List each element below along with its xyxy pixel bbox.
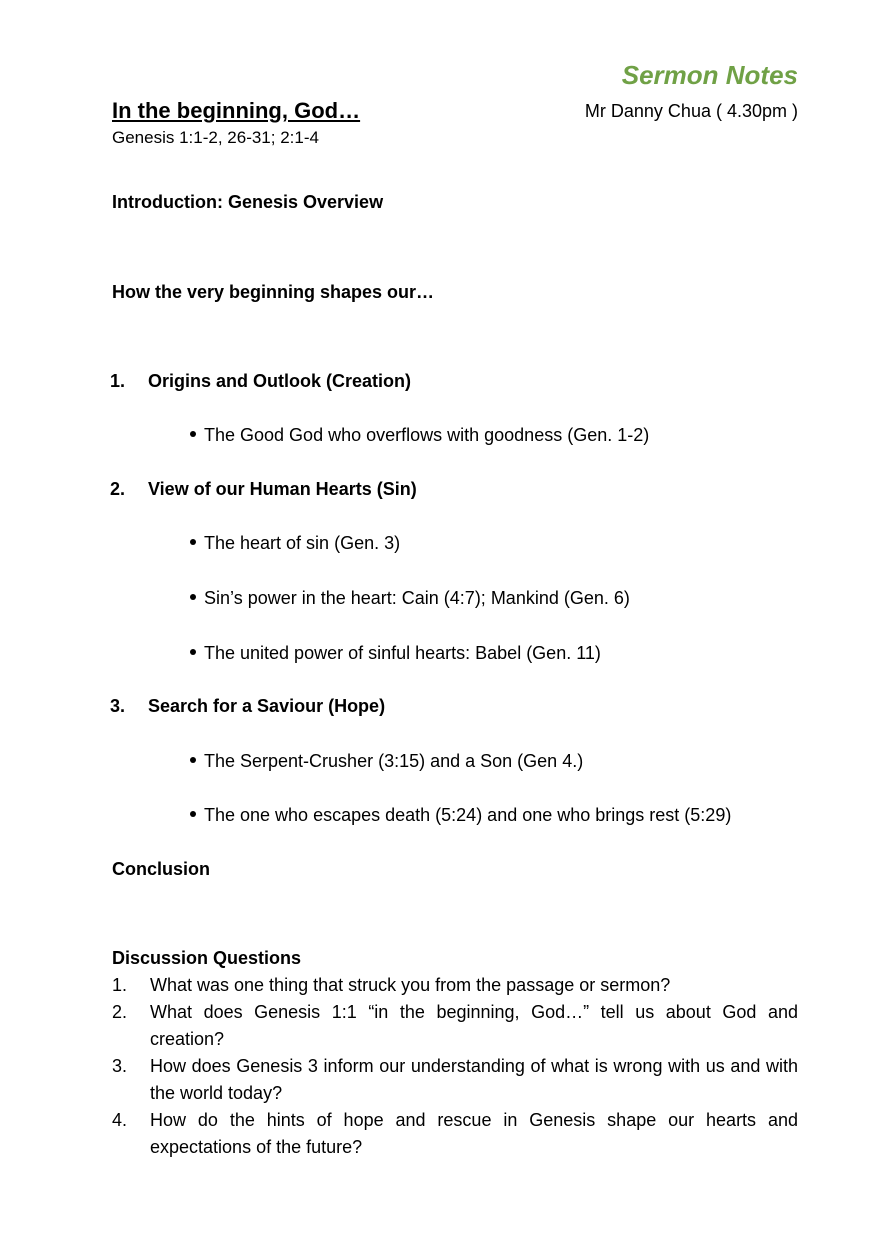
bullet-item <box>190 533 400 554</box>
bullet-icon <box>190 594 196 600</box>
point-title: Search for a Saviour (Hope) <box>148 696 386 716</box>
question-text: What was one thing that struck you from the passage or sermon? <box>150 975 671 995</box>
bullet-text: The Good God who overflows with goodness (Gen. 1-2) <box>204 425 650 445</box>
question-number: 2. <box>112 1002 128 1022</box>
bullet-item <box>190 751 583 772</box>
bullet-text: The heart of sin (Gen. 3) <box>204 533 401 553</box>
question-number: 1. <box>112 975 128 995</box>
discussion-questions <box>112 972 798 1161</box>
sermon-title: In the beginning, God… <box>112 98 361 123</box>
question-item <box>112 999 798 1053</box>
bullet-icon <box>190 431 196 437</box>
speaker-info: Mr Danny Chua ( 4.30pm ) <box>584 101 798 121</box>
question-number: 4. <box>112 1110 128 1130</box>
discussion-heading: Discussion Questions <box>112 948 302 968</box>
scripture-passage: Genesis 1:1-2, 26-31; 2:1-4 <box>112 128 319 147</box>
question-item <box>112 972 798 999</box>
point-title: Origins and Outlook (Creation) <box>148 371 412 391</box>
bullet-icon <box>190 539 196 545</box>
bullet-text: The Serpent-Crusher (3:15) and a Son (Gen 4.) <box>204 751 584 771</box>
point-title: View of our Human Hearts (Sin) <box>148 479 417 499</box>
question-number: 3. <box>112 1056 128 1076</box>
point-number: 3. <box>110 696 126 716</box>
bullet-icon <box>190 649 196 655</box>
bullet-item <box>190 588 630 609</box>
bullet-text: The united power of sinful hearts: Babel (Gen. 11) <box>204 643 601 663</box>
bullet-icon <box>190 811 196 817</box>
header-label: Sermon Notes <box>621 60 798 90</box>
question-item <box>112 1107 798 1161</box>
question-text: What does Genesis 1:1 “in the beginning, God…” tell us about God and creation? <box>150 1002 798 1049</box>
lead-in-heading: How the very beginning shapes our… <box>112 282 435 302</box>
bullet-item <box>190 805 731 826</box>
question-text: How do the hints of hope and rescue in Genesis shape our hearts and expectations of the future? <box>150 1110 798 1157</box>
conclusion-heading: Conclusion <box>112 859 210 879</box>
bullet-item <box>190 425 649 446</box>
question-text: How does Genesis 3 inform our understanding of what is wrong with us and with the world today? <box>150 1056 798 1103</box>
bullet-item <box>190 643 601 664</box>
bullet-text: Sin’s power in the heart: Cain (4:7); Mankind (Gen. 6) <box>204 588 630 608</box>
question-item <box>112 1053 798 1107</box>
introduction-heading: Introduction: Genesis Overview <box>112 192 384 212</box>
bullet-icon <box>190 757 196 763</box>
bullet-text: The one who escapes death (5:24) and one who brings rest (5:29) <box>204 805 732 825</box>
point-number: 1. <box>110 371 126 391</box>
point-number: 2. <box>110 479 126 499</box>
